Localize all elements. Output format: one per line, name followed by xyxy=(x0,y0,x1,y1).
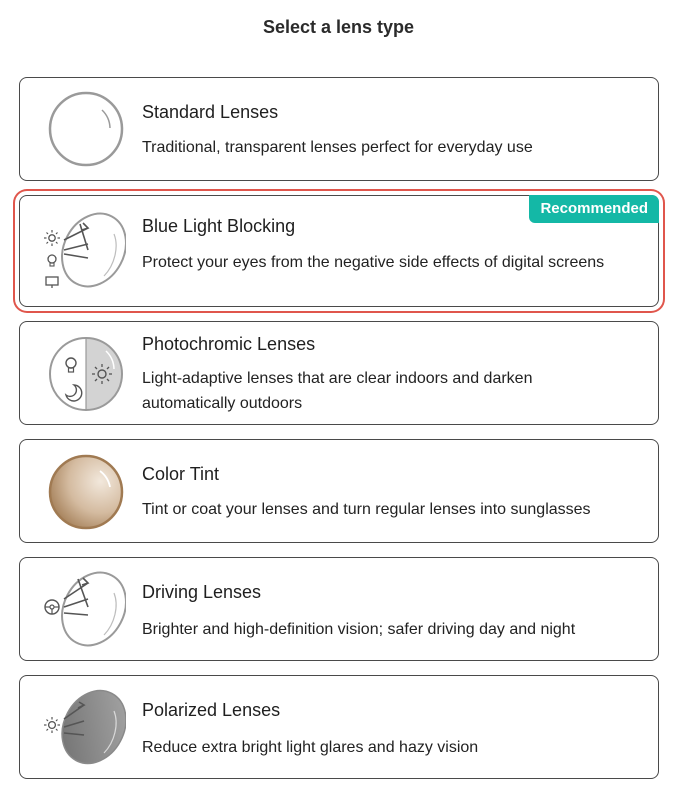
recommended-badge: Recommended xyxy=(529,195,659,223)
lens-option-name: Color Tint xyxy=(142,464,220,484)
lens-option-name: Driving Lenses xyxy=(142,582,262,602)
lens-option-blue-light[interactable] xyxy=(19,195,659,307)
photochromic-lens-icon xyxy=(44,333,126,415)
lens-option-description: Reduce extra bright light glares and hazy vision xyxy=(142,739,479,756)
driving-lens-icon xyxy=(44,569,126,651)
standard-lens-icon xyxy=(44,90,126,172)
lens-option-name: Polarized Lenses xyxy=(142,700,281,720)
polarized-lens-icon xyxy=(44,687,126,769)
lens-option-polarized[interactable] xyxy=(19,675,659,779)
lens-option-photochromic[interactable] xyxy=(19,321,659,425)
lens-option-description: Traditional, transparent lenses perfect for everyday use xyxy=(142,139,533,156)
lens-option-description: Protect your eyes from the negative side effects of digital screens xyxy=(142,254,605,271)
lens-option-name: Standard Lenses xyxy=(142,102,279,122)
lens-option-name: Blue Light Blocking xyxy=(142,216,296,236)
lens-option-standard[interactable] xyxy=(19,77,659,181)
lens-option-name: Photochromic Lenses xyxy=(142,334,316,354)
color-tint-lens-icon xyxy=(44,451,126,533)
page-title: Select a lens type xyxy=(262,17,415,37)
lens-option-description: Tint or coat your lenses and turn regular lenses into sunglasses xyxy=(142,501,591,518)
lens-option-description: Light-adaptive lenses that are clear indoors and darken automatically outdoors xyxy=(142,370,533,412)
blue-light-lens-icon xyxy=(44,210,126,292)
lens-option-driving[interactable] xyxy=(19,557,659,661)
lens-option-description: Brighter and high-definition vision; safer driving day and night xyxy=(142,621,576,638)
lens-option-color-tint[interactable] xyxy=(19,439,659,543)
